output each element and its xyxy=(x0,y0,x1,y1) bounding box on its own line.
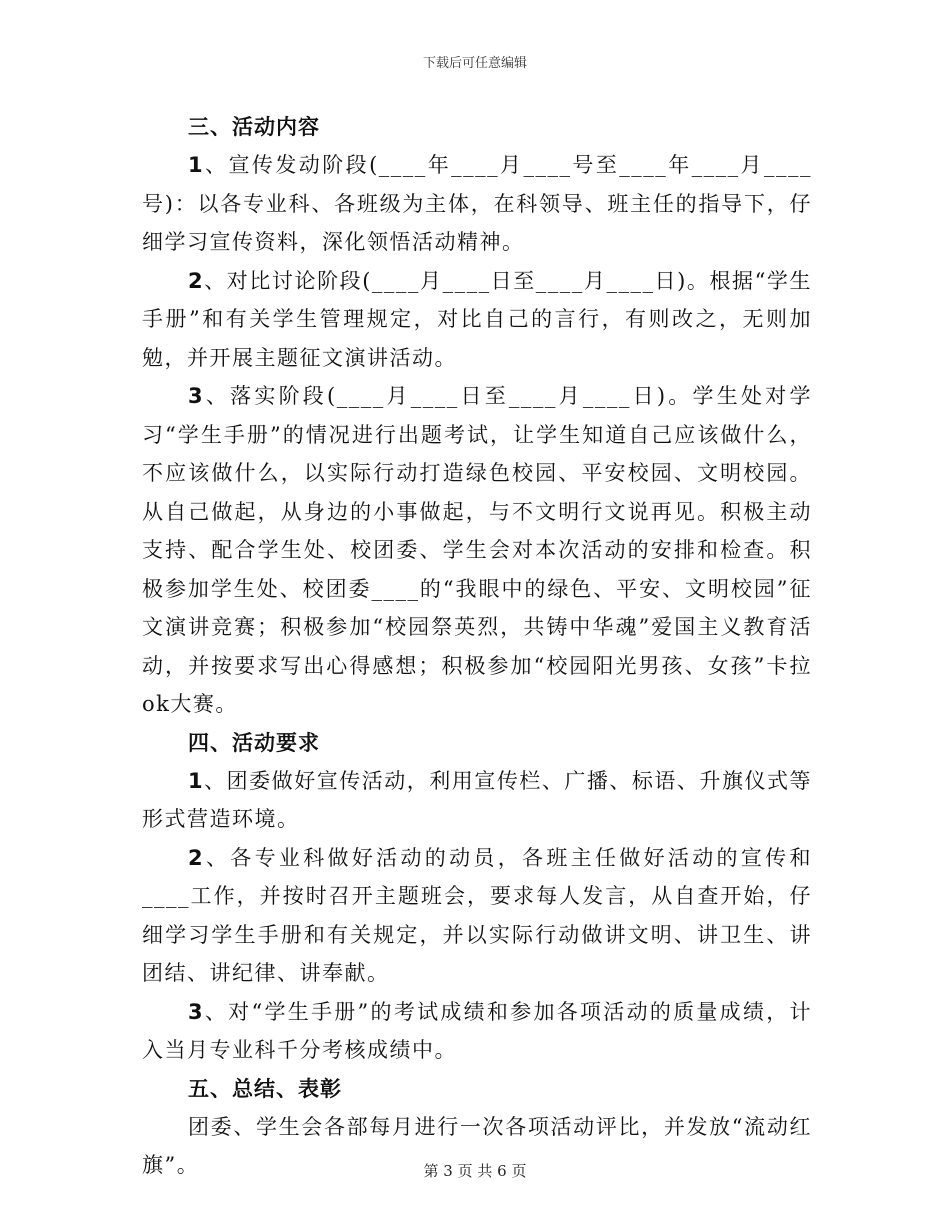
page-header: 下载后可任意编辑 xyxy=(422,56,527,71)
paragraph xyxy=(142,993,812,1070)
item-number: 1 xyxy=(188,153,205,177)
item-number: 3 xyxy=(188,999,205,1024)
section-heading: 四、活动要求 xyxy=(188,730,320,755)
paragraph-text: 、落实阶段(____月____日至____月____日)。学生处对学习“学生手册”的情况进行出题考试，让学生知道自己应该做什么，不应该做什么，以实际行动打造绿色校园、平安校园、文明校园。从自己做起，从身边的小事做起，与不文明行文说再见。积极主动支持、配合学生处、校团委、学生会对本次活动的安排和检查。积极参加学生处、校团委____的“我眼中的绿色、平安、文明校园”征文演讲竞赛；积极参加“校园祭英烈，共铸中华魂”爱国主义教育活动，并按要求写出心得感想；积极参加“校园阳光男孩、女孩”卡拉ok大赛。 xyxy=(142,384,812,716)
section-activity-requirements xyxy=(142,724,812,1070)
paragraph-text: 团委、学生会各部每月进行一次各项活动评比，并发放“流动红旗”。 xyxy=(142,1114,812,1177)
paragraph xyxy=(142,762,812,839)
document-body xyxy=(142,108,812,1185)
paragraph xyxy=(142,839,812,993)
paragraph xyxy=(142,146,812,262)
paragraph xyxy=(142,262,812,378)
section-heading: 三、活动内容 xyxy=(188,115,320,139)
item-number: 3 xyxy=(188,384,205,408)
paragraph-text: 、对比讨论阶段(____月____日至____月____日)。根据“学生手册”和有关学生管理规定，对比自己的言行，有则改之，无则加勉，并开展主题征文演讲活动。 xyxy=(142,268,812,370)
item-number: 2 xyxy=(188,268,205,293)
section-activity-content xyxy=(142,108,812,724)
section-heading: 五、总结、表彰 xyxy=(188,1076,342,1101)
paragraph-text: 、宣传发动阶段(____年____月____号至____年____月____号)：以各专业科、各班级为主体，在科领导、班主任的指导下，仔细学习宣传资料，深化领悟活动精神。 xyxy=(142,153,812,254)
paragraph xyxy=(142,377,812,724)
item-number: 2 xyxy=(188,845,205,870)
paragraph-text: 、团委做好宣传活动，利用宣传栏、广播、标语、升旗仪式等形式营造环境。 xyxy=(142,768,812,831)
page-footer: 第 3 页 共 6 页 xyxy=(423,1162,527,1180)
paragraph-text: 、各专业科做好活动的动员，各班主任做好活动的宣传和____工作，并按时召开主题班会，要求每人发言，从自查开始，仔细学习学生手册和有关规定，并以实际行动做讲文明、讲卫生、讲团结、讲纪律、讲奉献。 xyxy=(142,845,812,985)
paragraph-text: 、对“学生手册”的考试成绩和参加各项活动的质量成绩，计入当月专业科千分考核成绩中。 xyxy=(142,999,812,1062)
item-number: 1 xyxy=(188,768,205,793)
